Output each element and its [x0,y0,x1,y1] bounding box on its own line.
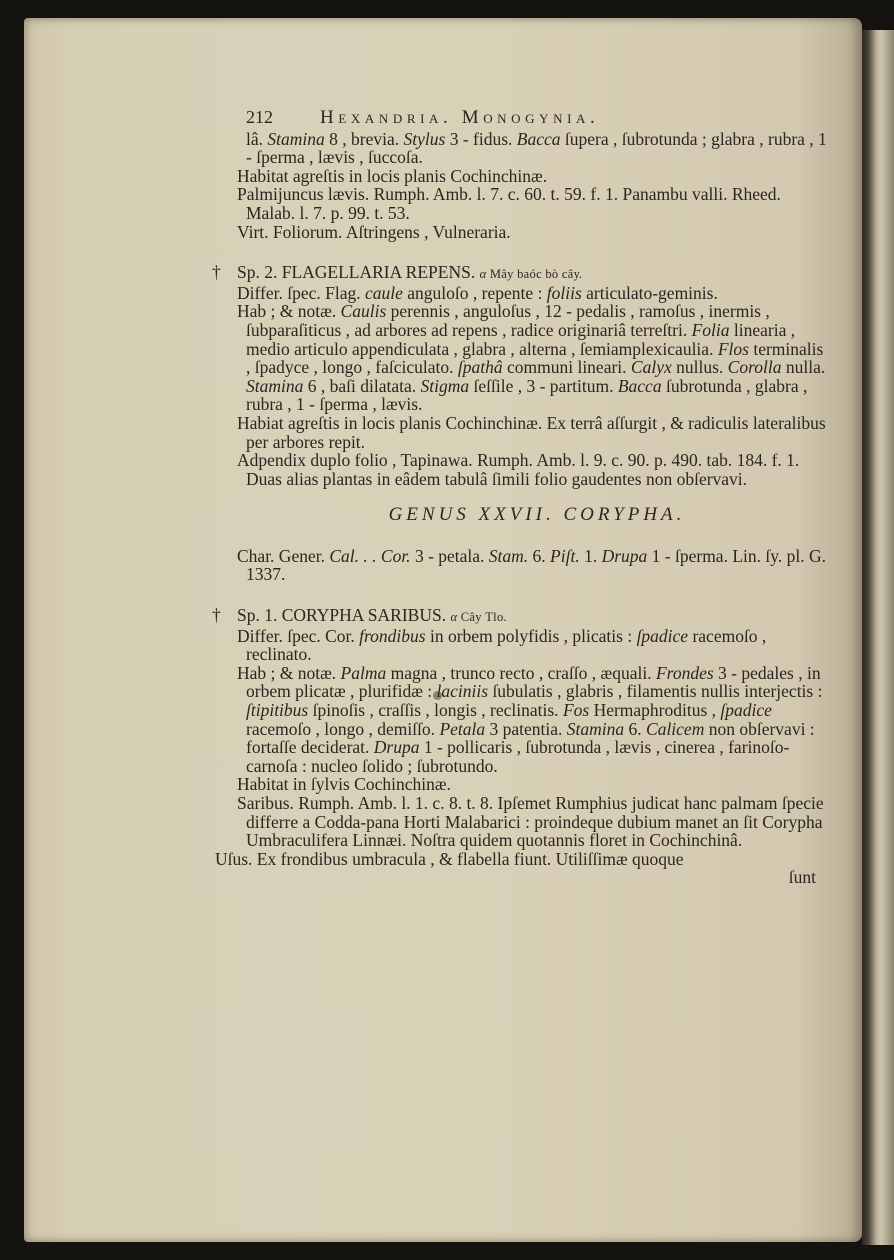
reference-palmijuncus: Palmijuncus lævis. Rumph. Amb. l. 7. c. 60. t. 59. f. 1. Panambu valli. Rheed. Malab. l. 7. p. 99. t. 53. [237,184,781,223]
catchword: ſunt [788,867,816,888]
running-head [246,108,828,128]
appendix-flagellaria: Adpendix duplo folio , Tapinawa. Rumph. Amb. l. 9. c. 90. p. 490. tab. 184. f. 1. Duas alias plantas in eâdem tabulâ ſimili folio gaudentes non obſervavi. [237,450,800,489]
vietnamese-name: Mây baóc bò câу. [486,267,583,282]
page-text [206,108,828,887]
species-heading-flagellaria: † Sp. 2. FLAGELLARIA REPENS. α Mây baóc bò câу. [212,262,583,283]
reference-saribus: Saribus. Rumph. Amb. l. 1. c. 8. t. 8. Ipſemet Rumphius judicat hanc palmam ſpecie differre a Codda-pana Horti Malabarici : proindeque dubium manet an ſit Corypha Umbraculifera Linnæi. Noſtra quidem quotannis floret in Cochinchinâ. [237,793,824,851]
running-title: Hexandria. Monogynia. [320,107,600,128]
genus-heading: GENUS XXVII. CORYPHA. [388,504,686,526]
habit-notes-flagellaria: Hab ; & notæ. Caulis perennis , anguloſus , 12 - pedalis , ramoſus , inermis , ſubparaſiticus , ad arbores ad repens , radice originariâ terreſtri. Folia linearia , medio articulo appendiculata , glabra , alterna , ſemiamplexicaulia. Flos terminalis , ſpadyce , longo , faſciculato. ſpathâ communi lineari. Calyx nullus. Corolla nulla. Stamina 6 , baſi dilatata. Stigma ſeſſile , 3 - partitum. Bacca ſubrotunda , glabra , rubra , 1 - ſperma , lævis. [237,301,826,415]
habitat-flagellaria: Habiat agreſtis in locis planis Cochinchinæ. Ex terrâ aſſurgit , & radiculis lateralibus per arbores repit. [237,412,826,452]
usus-line: Uſus. Ex frondibus umbracula , & flabella fiunt. Utiliſſimæ quoque [215,848,684,869]
vietnamese-name: Câу Tlo. [457,610,507,625]
differentia-corypha: Differ. ſpec. Cor. frondibus in orbem polyfidis , plicatis : ſpadice racemoſo , reclinato. [237,625,767,665]
description-continued: lâ. Stamina 8 , brevia. Stylus 3 - fidus. Bacca ſupera , ſubrotunda ; glabra , rubra , 1 - ſperma , lævis , ſuccoſa. [246,128,827,168]
differentia-flagellaria: Differ. ſpec. Flag. caule anguloſo , repente : foliis articulato-geminis. [237,282,718,303]
species-heading-corypha: † Sp. 1. CORYPHA SARIBUS. α Câу Tlo. [212,605,507,626]
habitat-line: Habitat agreſtis in locis planis Cochinchinæ. [237,165,548,186]
adjacent-page-edge [862,30,894,1245]
dagger-mark: † [212,262,221,283]
dagger-mark: † [212,605,221,626]
habit-notes-corypha: Hab ; & notæ. Palma magna , trunco recto , craſſo , æquali. Frondes 3 - pedales , in orbem plicatæ , plurifidæ : laciniis ſubulatis , glabris , filamentis nullis interjectis : ſtipitibus ſpinoſis , craſſis , longis , reclinatis. Fos Hermaphroditus , ſpadice racemoſo , longo , demiſſo. Petala 3 patentia. Stamina 6. Calicem non obſervavi : fortaſſe deciderat. Drupa 1 - pollicaris , ſubrotunda , lævis , cinerea , farinoſo-carnoſa : nucleo ſolido ; ſubrotundo. [237,662,823,776]
generic-character: Char. Gener. Cal. . . Cor. 3 - petala. Stam. 6. Piſt. 1. Drupa 1 - ſperma. Lin. ſy. pl. G. 1337. [237,545,826,585]
page-number: 212 [246,107,273,127]
virtues-line: Virt. Foliorum. Aſtringens , Vulneraria. [237,221,511,242]
habitat-corypha: Habitat in ſylvis Cochinchinæ. [237,774,451,795]
